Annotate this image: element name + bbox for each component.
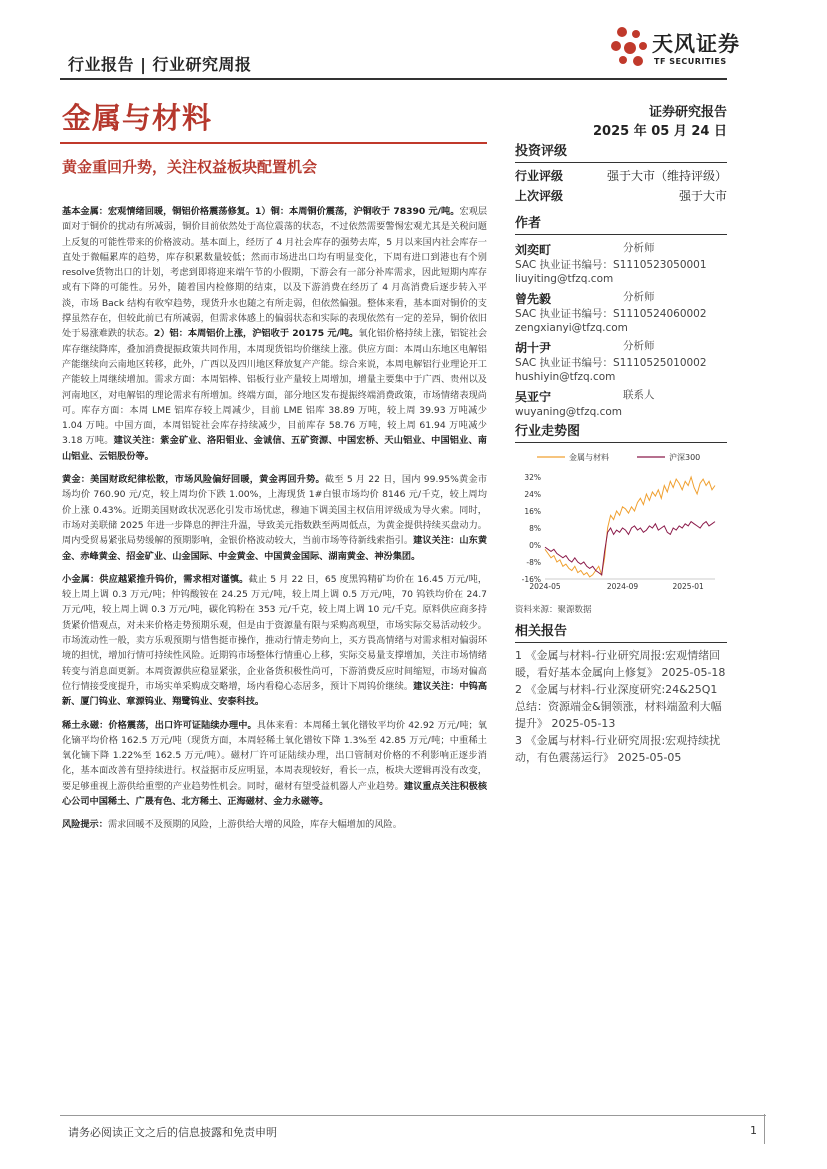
author-role: 分析师 [623, 242, 655, 254]
company-logo [610, 24, 760, 74]
author-role: 分析师 [623, 340, 655, 352]
footer-divider [764, 1114, 765, 1144]
base-metals-aluminum-text: 氧化铝价格持续上涨，铝锭社会库存继续降库，叠加消费提振政策共同作用，本周现货铝均价继续上涨。供应方面：本周山东地区电解铝产能继续向云南地区转移，此外，广西以及四川地区释放复产产能。综合来说，本周电解铝行业理论开工产能较上周继续增加。需求方面：本周铝棒、铝板行业产量较上周增加，增量主要集中于广西、贵州以及河南地区，对电解铝的理论需求有所增加。终端方面，部分地区发布提振终端消费政策，市场情绪表现尚可。库存方面：本周 LME 铝库存较上周减少，目前 LME 铝库 38.89 万吨，较上周 39.93 万吨减少 1.04 万吨。中国方面，本周铝锭社会库存持续减少，目前库存 58.76 万吨，较上周 61.94 万吨减少 3.18 万吨。 [62, 328, 488, 447]
trend-rule [515, 442, 727, 443]
author-role: 分析师 [623, 291, 655, 303]
logo-chinese-text: 天风证券 [652, 32, 740, 56]
paragraph-rare-earth [62, 718, 487, 810]
rare-earth-recommend: 建议重点关注积极核心公司中国稀土、广晟有色、北方稀土、正海磁材、金力永磁等。 [62, 780, 488, 807]
author-email[interactable]: zengxianyi@tfzq.com [515, 322, 628, 334]
headline-rule [60, 142, 487, 144]
author-cert: SAC 执业证书编号：S1110523050001 [515, 259, 707, 271]
industry-rating-row [515, 167, 727, 184]
x-tick-label: 2024-05 [529, 582, 561, 591]
logo-mark-icon [610, 24, 650, 70]
y-tick-label: 24% [524, 490, 541, 499]
author-entry [515, 290, 727, 335]
paragraph-risk [62, 817, 487, 832]
rating-rule [515, 162, 727, 163]
rating-section [515, 140, 727, 204]
series-line [545, 522, 715, 575]
paragraph-minor-metals [62, 572, 487, 710]
author-role: 联系人 [623, 389, 655, 401]
author-email[interactable]: wuyaning@tfzq.com [515, 406, 623, 418]
trend-section [515, 420, 727, 615]
base-metals-aluminum-lead: 2）铝：本周铝价上涨，沪铝收于 20175 元/吨。 [153, 328, 359, 340]
related-report-item[interactable]: 1 《金属与材料-行业研究周报:宏观情绪回暖，看好基本金属向上修复》 2025-05-18 [515, 649, 726, 679]
y-tick-label: 0% [529, 541, 541, 550]
previous-rating-value: 强于大市 [678, 189, 727, 203]
report-date: 2025 年 05 月 24 日 [593, 124, 727, 139]
related-report-item[interactable]: 3 《金属与材料-行业研究周报:宏观持续扰动，有色震荡运行》 2025-05-05 [515, 734, 721, 764]
author-entry [515, 241, 727, 286]
author-cert: SAC 执业证书编号：S1110524060002 [515, 308, 707, 320]
industry-rating-value: 强于大市（维持评级） [606, 169, 727, 183]
author-cert: SAC 执业证书编号：S1110525010002 [515, 357, 707, 369]
chart-source: 资料来源：聚源数据 [515, 605, 592, 615]
trend-chart [515, 447, 727, 597]
related-rule [515, 642, 727, 643]
rating-title: 投资评级 [515, 144, 568, 159]
footer-disclaimer: 请务必阅读正文之后的信息披露和免责申明 [68, 1126, 277, 1139]
author-email[interactable]: liuyiting@tfzq.com [515, 273, 614, 285]
header-rule [60, 78, 727, 80]
y-tick-label: -16% [521, 575, 541, 584]
page-number: 1 [750, 1124, 757, 1137]
paragraph-gold [62, 472, 487, 564]
x-tick-label: 2025-01 [672, 582, 704, 591]
gold-lead: 黄金：美国财政纪律松散，市场风险偏好回暖，黄金再回升势。 [62, 474, 325, 486]
paragraph-base-metals [62, 204, 487, 464]
minor-metals-lead: 小金属：供应越紧推升钨价，需求相对谨慎。 [62, 573, 249, 585]
industry-rating-label: 行业评级 [515, 169, 564, 183]
authors-title: 作者 [515, 216, 542, 231]
y-tick-label: -8% [526, 558, 541, 567]
report-type: 证券研究报告 [648, 105, 727, 120]
x-tick-label: 2024-09 [606, 582, 639, 591]
y-tick-label: 32% [524, 473, 541, 482]
gold-recommend: 建议关注：山东黄金、赤峰黄金、招金矿业、山金国际、中金黄金、中国黄金国际、湖南黄金、神汾集团。 [62, 535, 488, 562]
author-email[interactable]: hushiyin@tfzq.com [515, 371, 616, 383]
author-name: 吴亚宁 [515, 390, 552, 404]
sector-title: 金属与材料 [62, 101, 213, 135]
body-text [62, 204, 487, 841]
rare-earth-text: 具体来看：本周稀土氧化镨钕平均价 42.92 万元/吨；氧化镝平均价格 162.5 万元/吨（现货方面，本周轻稀土氧化镨钕下降 1.3%至 42.85 万元/吨；中重稀土氧化镝下降 1.22%至 162.5 万元/吨）。磁材厂许可证陆续办理，出口管制对价格的不利影响正逐步消化，基本面改善有望持续进行。权益据市反应明显，本周表现较好，看长一点，板块大逻辑再没有改变，要足够重视上游供给重塑的产业趋势性机会。同时，磁材有望受益机器人产业趋势。 [62, 719, 487, 792]
base-metals-recommend: 建议关注：紫金矿业、洛阳钼业、金诚信、五矿资源、中国宏桥、天山铝业、中国铝业、南山铝业、云铝股份等。 [62, 435, 487, 462]
related-report-item[interactable]: 2 《金属与材料-行业深度研究:24&25Q1 总结：资源端金&铜领涨，材料端盈利大幅提升》 2025-05-13 [515, 683, 722, 730]
legend-label: 金属与材料 [569, 453, 609, 462]
related-title: 相关报告 [515, 624, 568, 639]
previous-rating-row [515, 187, 727, 204]
logo-english-text: TF SECURITIES [654, 57, 727, 66]
base-metals-lead: 基本金属：宏观情绪回暖，铜铝价格震荡修复。1）铜：本周铜价震荡，沪铜收于 78390 元/吨。 [62, 206, 460, 217]
series-line [545, 477, 715, 577]
minor-metals-recommend: 建议关注：中钨高新、厦门钨业、章源钨业、翔鹭钨业、安泰科技。 [62, 680, 488, 708]
trend-title: 行业走势图 [515, 424, 581, 439]
authors-rule [515, 234, 727, 235]
base-metals-copper-text: 宏观层面对于铜价的扰动有所减弱，铜价目前依然处于高位震荡的状态，不过依然需要警惕宏观尤其是关税问题上反复的可能性带来的价格波动。基本面上，经历了 4 月社会库存的强势去库，5 月以来国内社会库存一直处于微幅累库的趋势，库存积累数量较低；然而市场进出口均有明显变化，下周有进口到港也有个别resolve货物出口的计划，考虑到即将迎来端午节的小假期，下游会有一部分补库需求，因此短期内库存或有下降的可能性。另外，随着国内检修期的结束，以及下游消费在经历了 4 月高消费后逐步转入平淡，市场 Back 结构有收窄趋势，现货升水也随之有所走弱，但依然偏强。整体来看，基本面对铜价的支撑虽然存在，但较此前已有所减弱，但需求体感上的偏弱状态和实际的表现依然有一定的差异，铜价依旧处于易涨难跌的状态。 [62, 206, 488, 340]
author-entry [515, 388, 727, 419]
legend-label: 沪深300 [669, 453, 701, 462]
headline: 黄金重回升势，关注权益板块配置机会 [62, 158, 318, 176]
authors-section [515, 212, 727, 423]
related-section [515, 620, 727, 766]
rare-earth-lead: 稀土永磁：价格震荡，出口许可证陆续办理中。 [62, 719, 257, 731]
risk-text: 需求回暖不及预期的风险，上游供给大增的风险，库存大幅增加的风险。 [107, 819, 402, 831]
y-tick-label: 8% [529, 524, 541, 533]
author-entry [515, 339, 727, 384]
gold-text: 截至 5 月 22 日，国内 99.95%黄金市场均价 760.90 元/克，较上周均价下跌 1.00%，上海现货 1#白银市场均价 8146 元/千克，较上周均价上涨 0.43%。近期美国财政状况恶化引发市场忧虑，穆迪下调美国主权信用评级成为导火索。同时，市场对美联储 2025 年进一步降息的押注升温，导致美元指数跌至两周低点，为黄金提供持续买盘动力。周内受贸易紧张局势缓解的预期影响，金银价格波动较大，当前市场等待新线索指引。 [62, 474, 488, 547]
previous-rating-label: 上次评级 [515, 189, 564, 203]
author-name: 曾先毅 [515, 292, 552, 306]
document-type: 行业报告 | 行业研究周报 [68, 55, 252, 74]
author-name: 胡十尹 [515, 341, 552, 355]
y-tick-label: 16% [524, 507, 541, 516]
minor-metals-text: 截止 5 月 22 日，65 度黑钨精矿均价在 16.45 万元/吨，较上周上调 0.3 万元/吨；仲钨酸铵在 24.25 万元/吨，较上周上调 0.5 万元/吨，70 钨铁均价在 24.7 万元/吨，较上周上调 0.3 万元/吨，碳化钨粉在 353 元/千克，较上周上调 10 元/千克。原料供应商多持货紧价惜观点，对未来价格走势预期乐观，但是由于资源量有限与采购高观望，市场实际交易活动较少。市场流动性一般，卖方乐观预期与惜售挺市操作，推动行情走势向上，买方畏高情绪与对需求相对偏弱环境的担忧，增加行情可持续性风险。近期钨市场整体行情重心上移，实际交易量支撑增加，关注市场情绪转变与消息面更新。本周资源供应稳显紧张，企业备货积极性尚可，下游消费反应时间缩短，市场对偏高位行情接受度提升，市场实单采购成交略增，场内看稳心态居多，预计下周钨价继续。 [62, 573, 488, 692]
author-name: 刘奕町 [515, 243, 552, 257]
footer-rule [60, 1115, 766, 1116]
risk-lead: 风险提示： [62, 819, 108, 831]
